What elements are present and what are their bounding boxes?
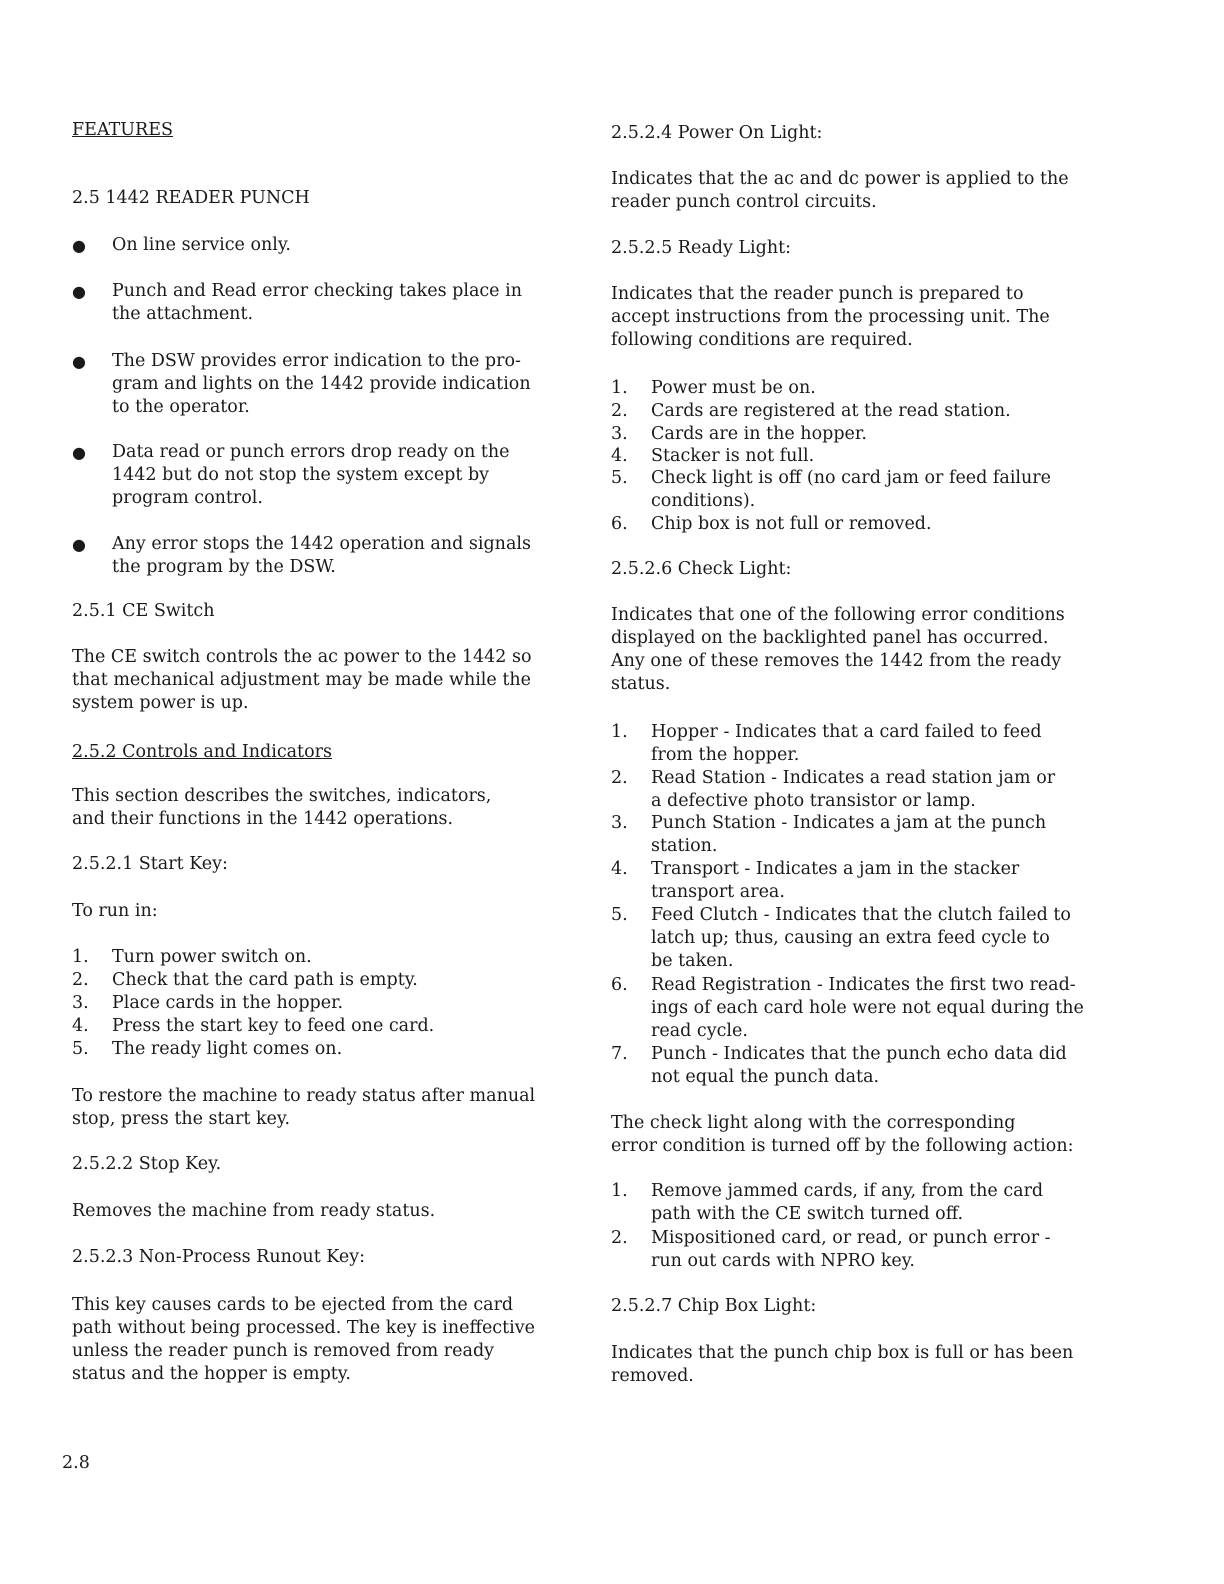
section-2-5-heading: 2.5 1442 READER PUNCH: [72, 188, 310, 208]
power-light-heading: 2.5.2.4 Power On Light:: [611, 123, 823, 143]
ready-light-text: Indicates that the reader punch is prepared to accept instructions from the processing unit. The following conditions are required.: [611, 284, 1050, 350]
stop-key-text: Removes the machine from ready status.: [72, 1201, 436, 1221]
start-key-heading: 2.5.2.1 Start Key:: [72, 854, 228, 874]
controls-text: This section describes the switches, indicators, and their functions in the 1442 operations.: [72, 786, 492, 829]
chip-box-text: Indicates that the punch chip box is full or has been removed.: [611, 1343, 1074, 1386]
npro-key-heading: 2.5.2.3 Non-Process Runout Key:: [72, 1247, 366, 1267]
page-number: 2.8: [62, 1453, 90, 1473]
to-run-text: To run in:: [72, 901, 158, 921]
bullet-icon: ●: [72, 535, 86, 554]
ce-switch-text: The CE switch controls the ac power to the 1442 so that mechanical adjustment may be made while the system power is up.: [72, 647, 532, 713]
ce-switch-heading: 2.5.1 CE Switch: [72, 601, 215, 621]
chip-box-heading: 2.5.2.7 Chip Box Light:: [611, 1296, 817, 1316]
check-light-heading: 2.5.2.6 Check Light:: [611, 559, 792, 579]
controls-heading: 2.5.2 Controls and Indicators: [72, 742, 332, 762]
bullet-icon: ●: [72, 282, 86, 301]
stop-key-heading: 2.5.2.2 Stop Key.: [72, 1154, 222, 1174]
check-off-text: The check light along with the corresponding error condition is turned off by the following action:: [611, 1113, 1074, 1156]
bullet-icon: ●: [72, 236, 86, 255]
power-light-text: Indicates that the ac and dc power is applied to the reader punch control circuits.: [611, 169, 1069, 212]
restore-text: To restore the machine to ready status after manual stop, press the start key.: [72, 1086, 536, 1129]
bullet-icon: ●: [72, 352, 86, 371]
check-light-text: Indicates that one of the following error conditions displayed on the backlighted panel has occurred. Any one of these removes the 1442 from the ready status.: [611, 605, 1065, 694]
features-heading: FEATURES: [72, 120, 173, 140]
npro-key-text: This key causes cards to be ejected from the card path without being processed. The key is ineffective unless the reader punch is removed from ready status and the hopper is empty.: [72, 1295, 535, 1384]
bullet-icon: ●: [72, 443, 86, 462]
ready-light-heading: 2.5.2.5 Ready Light:: [611, 238, 792, 258]
